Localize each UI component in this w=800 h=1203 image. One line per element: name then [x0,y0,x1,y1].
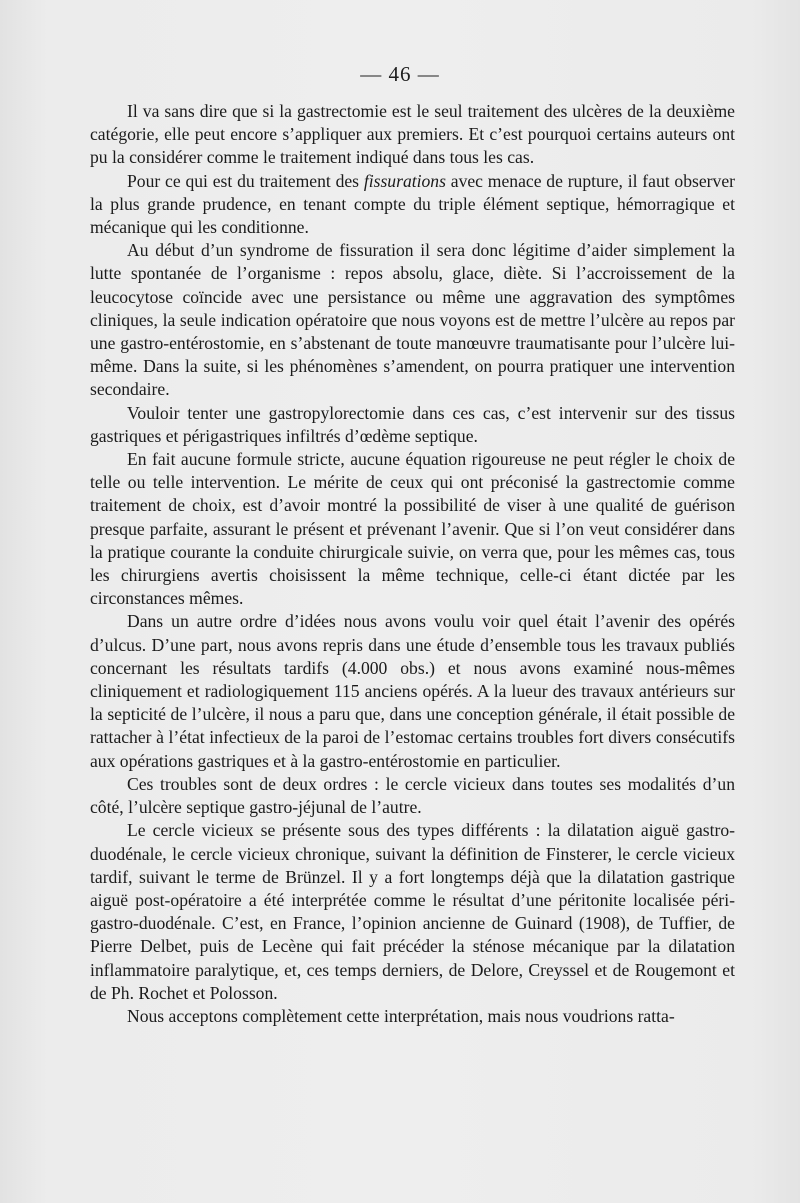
paragraph-syndrome-fissuration: Au début d’un syndrome de fissuration il sera donc légitime d’aider simplement la lutte spontanée de l’organisme : repos absolu, glace, diète. Si l’accroissement de la leucocytose coïncide avec une persistance ou même une aggravation des symptômes cliniques, la seule indication opératoire que nous voyons est de mettre l’ulcère au repos par une gastro-entérostomie, en s’abstenant de toute manœuvre traumatisante pour l’ulcère lui-même. Dans la suite, si les phénomènes s’amendent, on pourra pratiquer une intervention secondaire. [90,240,735,400]
paragraph-gastrectomie: Il va sans dire que si la gastrectomie est le seul traitement des ulcères de la deuxième catégorie, elle peut encore s’appliquer aux premiers. Et c’est pourquoi certains auteurs ont pu la considérer comme le traitement indiqué dans tous les cas. [90,101,735,168]
paragraph-fissurations-rest: avec menace de rupture, il faut observer la plus grande prudence, en tenant compte du triple élément septique, hémorragique et mécanique qui les conditionne. [90,170,735,238]
paragraph-gastropylorectomie: Vouloir tenter une gastropylorectomie dans ces cas, c’est intervenir sur des tissus gastriques et périgastriques infiltrés d’œdème septique. [90,402,735,446]
paragraph-fissurations-lead: Pour ce qui est du traitement des [127,170,364,191]
paragraph-cercle-vicieux: Le cercle vicieux se présente sous des types différents : la dilatation aiguë gastro-duodénale, le cercle vicieux chronique, suivant la définition de Finsterer, le cercle vicieux tardif, suivant le terme de Brünzel. Il y a fort longtemps déjà que la dilatation gastrique aiguë post-opératoire a été interprétée comme le résultat d’une péritonite localisée péri-gastro-duodénale. C’est, en France, l’opinion ancienne de Guinard (1908), de Tuffier, de Pierre Delbet, puis de Lecène qui fait précéder la sténose mécanique par la dilatation inflammatoire paralytique, et, ces temps derniers, de Delore, Creyssel et de Rougemont et de Ph. Rochet et Polosson. [90,820,735,1003]
paragraph-deux-ordres: Ces troubles sont de deux ordres : le cercle vicieux dans toutes ses modalités d’un côté, l’ulcère septique gastro-jéjunal de l’autre. [90,773,735,818]
paragraph-fissurations [90,170,735,240]
paragraph-avenir-operes: Dans un autre ordre d’idées nous avons voulu voir quel était l’avenir des opérés d’ulcus. D’une part, nous avons repris dans une étude d’ensemble tous les travaux publiés concernant les résultats tardifs (4.000 obs.) et nous avons examiné nous-mêmes cliniquement et radiologiquement 115 anciens opérés. A la lueur des travaux antérieurs sur la septicité de l’ulcère, il nous a paru que, dans une conception générale, il était possible de rattacher à l’état infectieux de la paroi de l’estomac certains troubles fort divers consécutifs aux opérations gastriques et à la gastro-entérostomie en particulier. [90,611,735,771]
page-number: — 46 — [360,62,440,86]
paragraph-fissurations-emphasis: fissurations [363,170,446,191]
body-text [90,100,735,1028]
paragraph-interpretation: Nous acceptons complètement cette interprétation, mais nous voudrions ratta- [127,1005,675,1026]
paragraph-choix-intervention: En fait aucune formule stricte, aucune équation rigoureuse ne peut régler le choix de telle ou telle intervention. Le mérite de ceux qui ont préconisé la gastrectomie comme traitement de choix, est d’avoir montré la possibilité de viser à une qualité de guérison presque parfaite, assurant le présent et prévenant l’avenir. Que si l’on veut considérer dans la pratique courante la conduite chirurgicale suivie, on verra que, pour les mêmes cas, tous les chirurgiens avertis choisissent la même technique, celle-ci étant dictée par les circonstances mêmes. [90,449,735,609]
